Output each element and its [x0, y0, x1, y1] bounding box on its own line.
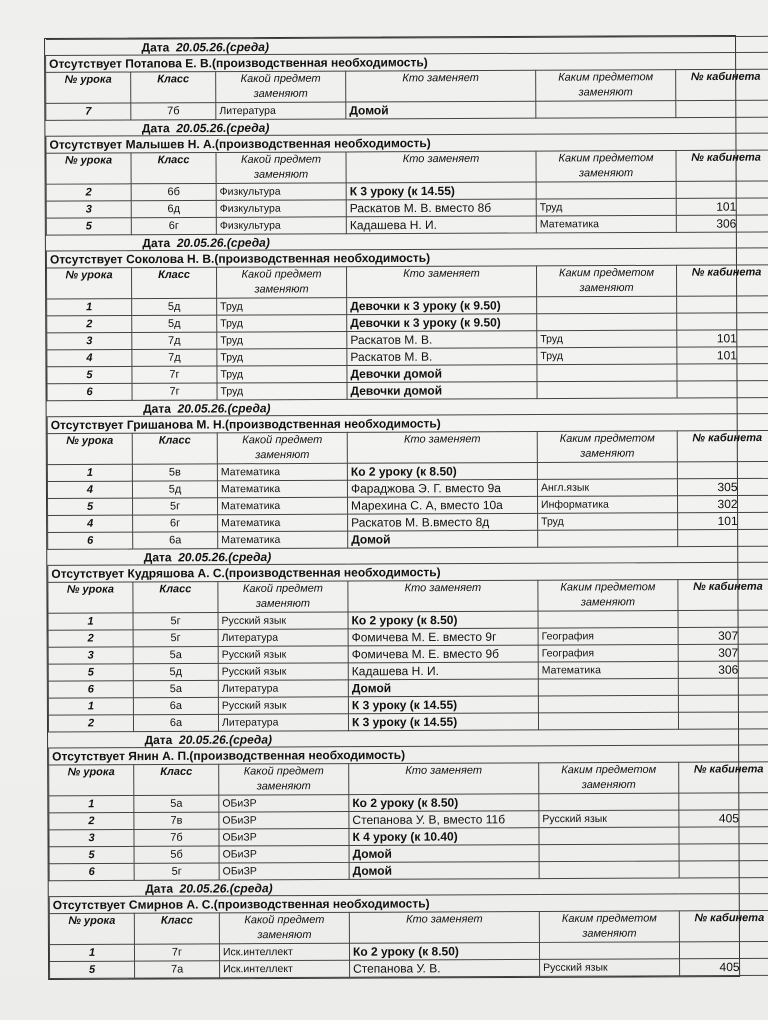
replacement-teacher: Раскатов М. В.: [347, 331, 537, 349]
replacement-teacher: Раскатов М. В. вместо 8б: [346, 199, 536, 217]
room-number: 302: [678, 495, 768, 512]
header-class: Класс: [134, 913, 219, 944]
header-who-replaces: Кто заменяет: [348, 580, 538, 612]
absent-teacher: Отсутствует Соколова Н. В.(производственная необходимость): [46, 248, 768, 268]
subject-replaced: Иск.интеллект: [220, 960, 350, 978]
substitution-table: [45, 36, 768, 979]
header-replacement-subject: Каким предметом заменяют: [536, 265, 676, 297]
replacement-subject: География: [538, 627, 678, 645]
header-replacement-subject: Каким предметом заменяют: [536, 151, 676, 183]
subject-replaced: Математика: [217, 480, 347, 498]
header-room: № кабинета: [679, 762, 768, 793]
subject-replaced: Литература: [216, 102, 346, 120]
subject-replaced: Математика: [218, 531, 348, 549]
column-header-row: [46, 69, 768, 103]
absent-teacher: Отсутствует Малышев Н. А.(производственная необходимость): [46, 133, 768, 153]
header-who-replaces: Кто заменяет: [346, 151, 536, 183]
replacement-subject: Математика: [538, 661, 678, 679]
date-label: Дата: [143, 401, 171, 416]
absent-teacher: Отсутствует Потапова Е. В.(производственная необходимость): [46, 52, 768, 72]
replacement-teacher: Девочки к 3 уроку (к 9.50): [347, 314, 537, 332]
room-number: [677, 461, 768, 478]
header-lesson-no: № урока: [46, 153, 131, 184]
date-label: Дата: [145, 881, 174, 896]
replacement-teacher: Кадашева Н. И.: [346, 216, 536, 234]
room-number: [678, 529, 768, 546]
class-name: 5д: [132, 481, 217, 498]
replacement-teacher: Домой: [349, 845, 539, 863]
class-name: 5б: [134, 846, 219, 863]
replacement-teacher: Девочки к 3 уроку (к 9.50): [347, 297, 537, 315]
class-name: 7в: [134, 812, 219, 829]
lesson-number: 1: [47, 464, 132, 481]
class-name: 7а: [135, 961, 220, 978]
room-number: 101: [677, 330, 768, 347]
class-name: 6г: [131, 217, 216, 234]
date-value: 20.05.26.(среда): [178, 732, 272, 747]
replacement-subject: [537, 364, 677, 382]
room-number: 305: [677, 478, 768, 495]
header-who-replaces: Кто заменяет: [349, 763, 539, 795]
header-lesson-no: № урока: [47, 433, 132, 464]
replacement-teacher: Ко 2 уроку (к 8.50): [348, 611, 538, 629]
header-lesson-no: № урока: [47, 268, 132, 299]
subject-replaced: Русский язык: [218, 697, 348, 715]
absent-teacher: Отсутствует Кудряшова А. С.(производственная необходимость): [48, 562, 768, 582]
replacement-teacher: К 3 уроку (к 14.55): [348, 696, 538, 714]
replacement-subject: Русский язык: [540, 959, 680, 977]
column-header-row: [47, 265, 768, 299]
replacement-teacher: Раскатов М. В.: [347, 348, 537, 366]
header-lesson-no: № урока: [49, 765, 134, 796]
class-name: 5а: [133, 680, 218, 697]
table-row: [50, 958, 768, 978]
subject-replaced: Труд: [217, 298, 347, 316]
room-number: [679, 844, 768, 861]
date-label: Дата: [141, 120, 170, 135]
room-number: [679, 793, 768, 810]
replacement-teacher: Степанова У. В.: [350, 959, 540, 977]
replacement-subject: Информатика: [538, 496, 678, 514]
lesson-number: 3: [47, 332, 132, 349]
absent-teacher: Отсутствует Смирнов А. С.(производственная необходимость): [49, 893, 768, 913]
room-number: [679, 827, 768, 844]
lesson-number: 4: [47, 349, 132, 366]
room-number: 405: [680, 958, 768, 975]
replacement-subject: [539, 793, 679, 811]
header-replacement-subject: Каким предметом заменяют: [539, 762, 679, 794]
subject-replaced: Литература: [218, 680, 348, 698]
subject-replaced: Математика: [217, 463, 347, 481]
class-name: 7г: [132, 383, 217, 400]
header-subject: Какой предмет заменяют: [217, 432, 347, 464]
class-name: 7д: [132, 332, 217, 349]
replacement-subject: [537, 381, 677, 399]
room-number: [676, 181, 768, 198]
header-who-replaces: Кто заменяет: [349, 912, 539, 944]
class-name: 7б: [134, 829, 219, 846]
header-replacement-subject: Каким предметом заменяют: [537, 431, 677, 463]
replacement-teacher: К 3 уроку (к 14.55): [346, 182, 536, 200]
room-number: 101: [678, 512, 768, 529]
room-number: 307: [678, 644, 768, 661]
lesson-number: 7: [46, 103, 131, 120]
header-lesson-no: № урока: [48, 582, 133, 613]
lesson-number: 5: [48, 664, 133, 681]
date-label: Дата: [142, 235, 171, 250]
subject-replaced: Русский язык: [218, 612, 348, 630]
class-name: 7г: [134, 944, 219, 961]
lesson-number: 4: [47, 481, 132, 498]
replacement-subject: Англ.язык: [537, 479, 677, 497]
class-name: 6а: [133, 697, 218, 714]
lesson-number: 1: [49, 796, 134, 813]
lesson-number: 3: [49, 829, 134, 846]
subject-replaced: Русский язык: [218, 646, 348, 664]
replacement-subject: [536, 101, 676, 119]
room-number: 307: [678, 627, 768, 644]
replacement-subject: Труд: [536, 198, 676, 216]
room-number: 405: [679, 810, 768, 827]
replacement-subject: [539, 827, 679, 845]
lesson-number: 2: [46, 184, 131, 201]
date-label: Дата: [143, 549, 172, 564]
class-name: 5в: [132, 464, 217, 481]
subject-replaced: Математика: [218, 497, 348, 515]
lesson-number: 1: [48, 613, 133, 630]
replacement-subject: [537, 462, 677, 480]
lesson-number: 5: [48, 498, 133, 515]
header-subject: Какой предмет заменяют: [217, 267, 347, 299]
replacement-teacher: Марехина С. А, вместо 10а: [348, 496, 538, 514]
subject-replaced: Литература: [218, 714, 348, 732]
class-name: 5д: [132, 298, 217, 315]
replacement-subject: [538, 695, 678, 713]
room-number: [678, 610, 768, 627]
class-name: 6а: [133, 532, 218, 549]
lesson-number: 5: [47, 366, 132, 383]
lesson-number: 5: [46, 218, 131, 235]
header-replacement-subject: Каким предметом заменяют: [536, 70, 676, 102]
replacement-teacher: Кадашева Н. И.: [348, 662, 538, 680]
replacement-teacher: Фараджова Э. Г. вместо 9а: [347, 479, 537, 497]
replacement-subject: Русский язык: [539, 810, 679, 828]
lesson-number: 6: [48, 681, 133, 698]
header-room: № кабинета: [676, 150, 768, 181]
lesson-number: 1: [49, 944, 134, 961]
replacement-teacher: Девочки домой: [347, 365, 537, 383]
header-subject: Какой предмет заменяют: [218, 581, 348, 613]
date-label: Дата: [141, 39, 170, 55]
header-class: Класс: [132, 267, 217, 298]
header-subject: Какой предмет заменяют: [219, 912, 349, 944]
date-label: Дата: [144, 732, 173, 747]
date-value: 20.05.26.(среда): [175, 39, 269, 54]
date-value: 20.05.26.(среда): [177, 400, 271, 416]
room-number: 101: [676, 198, 768, 215]
header-class: Класс: [131, 153, 216, 184]
replacement-subject: Труд: [538, 513, 678, 531]
subject-replaced: ОБиЗР: [219, 829, 349, 847]
room-number: [677, 313, 768, 330]
subject-replaced: ОБиЗР: [219, 845, 349, 863]
class-name: 6д: [131, 200, 216, 217]
class-name: 6б: [131, 183, 216, 200]
class-name: 5д: [133, 663, 218, 680]
class-name: 5а: [133, 646, 218, 663]
replacement-teacher: Домой: [348, 530, 538, 548]
header-subject: Какой предмет заменяют: [219, 764, 349, 796]
lesson-number: 2: [47, 316, 132, 333]
subject-replaced: Труд: [217, 365, 347, 383]
date-value: 20.05.26.(среда): [178, 549, 272, 564]
lesson-number: 6: [48, 532, 133, 549]
replacement-teacher: Раскатов М. В.вместо 8д: [348, 513, 538, 531]
replacement-subject: Труд: [537, 347, 677, 365]
room-number: [679, 861, 768, 878]
subject-replaced: Физкультура: [216, 217, 346, 235]
header-lesson-no: № урока: [49, 913, 134, 944]
room-number: [678, 712, 768, 729]
header-class: Класс: [131, 72, 216, 103]
replacement-subject: География: [538, 644, 678, 662]
replacement-teacher: К 4 уроку (к 10.40): [349, 828, 539, 846]
class-name: 7г: [132, 366, 217, 383]
room-number: 306: [678, 661, 768, 678]
subject-replaced: Математика: [218, 514, 348, 532]
class-name: 6г: [133, 515, 218, 532]
header-class: Класс: [133, 582, 218, 613]
replacement-subject: [538, 712, 678, 730]
subject-replaced: Труд: [217, 382, 347, 400]
replacement-teacher: Домой: [349, 862, 539, 880]
header-lesson-no: № урока: [46, 72, 131, 103]
subject-replaced: Иск.интеллект: [219, 943, 349, 961]
subject-replaced: Литература: [218, 629, 348, 647]
replacement-subject: [536, 181, 676, 199]
room-number: [676, 100, 768, 117]
column-header-row: [46, 150, 768, 184]
replacement-teacher: Степанова У. В, вместо 11б: [349, 811, 539, 829]
replacement-subject: [538, 611, 678, 629]
replacement-subject: [539, 861, 679, 879]
class-name: 5а: [134, 795, 219, 812]
room-number: [679, 941, 768, 958]
class-name: 5г: [133, 498, 218, 515]
header-class: Класс: [134, 764, 219, 795]
subject-replaced: Физкультура: [216, 200, 346, 218]
date-value: 20.05.26.(среда): [179, 880, 273, 896]
header-room: № кабинета: [676, 265, 768, 296]
header-replacement-subject: Каким предметом заменяют: [538, 580, 678, 612]
lesson-number: 6: [49, 863, 134, 880]
lesson-number: 1: [47, 299, 132, 316]
header-room: № кабинета: [676, 69, 768, 100]
replacement-teacher: К 3 уроку (к 14.55): [348, 713, 538, 731]
replacement-teacher: Ко 2 уроку (к 8.50): [349, 794, 539, 812]
subject-replaced: Физкультура: [216, 183, 346, 201]
lesson-number: 1: [48, 698, 133, 715]
column-header-row: [49, 910, 768, 944]
header-class: Класс: [132, 433, 217, 464]
substitution-sheet: [44, 35, 765, 980]
replacement-teacher: Девочки домой: [347, 382, 537, 400]
subject-replaced: Русский язык: [218, 663, 348, 681]
subject-replaced: ОБиЗР: [219, 795, 349, 813]
header-room: № кабинета: [679, 910, 768, 941]
lesson-number: 2: [48, 630, 133, 647]
subject-replaced: ОБиЗР: [219, 812, 349, 830]
replacement-subject: [538, 530, 678, 548]
lesson-number: 3: [48, 647, 133, 664]
lesson-number: 5: [50, 961, 135, 978]
room-number: [678, 695, 768, 712]
replacement-subject: [538, 678, 678, 696]
replacement-teacher: Фомичева М. Е. вместо 9б: [348, 645, 538, 663]
replacement-subject: [539, 942, 679, 960]
replacement-subject: [537, 313, 677, 331]
replacement-teacher: Домой: [346, 101, 536, 119]
subject-replaced: Труд: [217, 332, 347, 350]
header-subject: Какой предмет заменяют: [216, 152, 346, 184]
lesson-number: 3: [46, 201, 131, 218]
replacement-teacher: Домой: [348, 679, 538, 697]
header-room: № кабинета: [677, 430, 768, 461]
class-name: 7д: [132, 349, 217, 366]
column-header-row: [48, 579, 768, 613]
room-number: [677, 296, 768, 313]
subject-replaced: ОБиЗР: [219, 862, 349, 880]
class-name: 5г: [133, 613, 218, 630]
lesson-number: 5: [49, 846, 134, 863]
replacement-subject: Математика: [536, 215, 676, 233]
lesson-number: 2: [49, 812, 134, 829]
class-name: 6а: [133, 714, 218, 731]
replacement-subject: Труд: [537, 330, 677, 348]
class-name: 5г: [134, 863, 219, 880]
date-value: 20.05.26.(среда): [176, 120, 270, 135]
header-who-replaces: Кто заменяет: [347, 432, 537, 464]
replacement-teacher: Фомичева М. Е. вместо 9г: [348, 628, 538, 646]
date-value: 20.05.26.(среда): [176, 235, 270, 250]
absent-teacher: Отсутствует Гришанова М. Н.(производственная необходимость): [47, 414, 768, 434]
lesson-number: 4: [48, 515, 133, 532]
class-name: 7б: [131, 103, 216, 120]
room-number: [677, 364, 768, 381]
column-header-row: [49, 762, 768, 796]
header-replacement-subject: Каким предметом заменяют: [539, 911, 679, 943]
header-who-replaces: Кто заменяет: [346, 70, 536, 102]
subject-replaced: Труд: [217, 349, 347, 367]
replacement-subject: [537, 296, 677, 314]
room-number: 101: [677, 347, 768, 364]
replacement-subject: [539, 844, 679, 862]
room-number: [678, 678, 768, 695]
subject-replaced: Труд: [217, 315, 347, 333]
header-who-replaces: Кто заменяет: [347, 266, 537, 298]
replacement-teacher: Ко 2 уроку (к 8.50): [347, 462, 537, 480]
room-number: 306: [676, 215, 768, 232]
lesson-number: 6: [47, 383, 132, 400]
room-number: [677, 381, 768, 398]
column-header-row: [47, 430, 768, 464]
header-room: № кабинета: [678, 579, 768, 610]
header-subject: Какой предмет заменяют: [216, 71, 346, 103]
absent-teacher: Отсутствует Янин А. П.(производственная необходимость): [49, 745, 768, 765]
lesson-number: 2: [48, 715, 133, 732]
replacement-teacher: Ко 2 уроку (к 8.50): [349, 942, 539, 960]
class-name: 5д: [132, 315, 217, 332]
class-name: 5г: [133, 629, 218, 646]
